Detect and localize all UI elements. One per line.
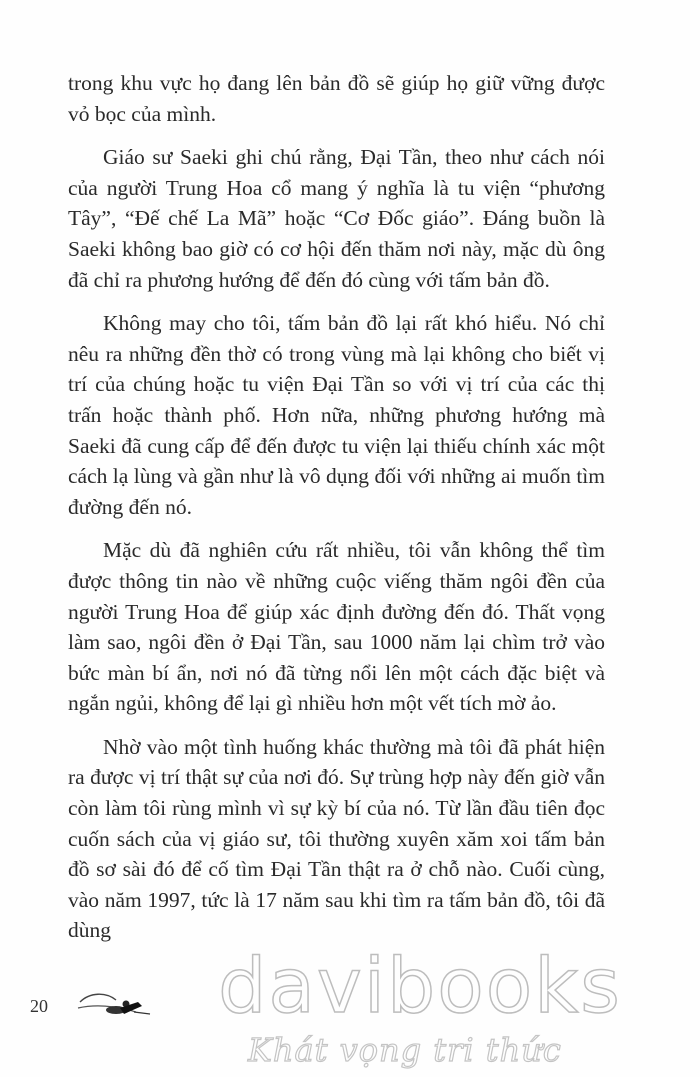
paragraph-2: Giáo sư Saeki ghi chú rằng, Đại Tần, theo như cách nói của người Trung Hoa cổ mang ý nghĩa là tu viện “phương Tây”, “Đế chế La Mã” hoặc “Cơ Đốc giáo”. Đáng buồn là Saeki không bao giờ có cơ hội đến thăm nơi này, mặc dù ông đã chỉ ra phương hướng để đến đó cùng với tấm bản đồ.	[68, 145, 605, 292]
page-footer	[30, 988, 180, 1028]
traveler-ornament-icon	[76, 988, 156, 1020]
watermark-brand: davibooks	[218, 941, 622, 1030]
body-text	[68, 68, 605, 959]
paragraph-5: Nhờ vào một tình huống khác thường mà tôi đã phát hiện ra được vị trí thật sự của nơi đó. Sự trùng hợp này đến giờ vẫn còn làm tôi rùng mình vì sự kỳ bí của nó. Từ lần đầu tiên đọc cuốn sách của vị giáo sư, tôi thường xuyên xăm xoi tấm bản đồ sơ sài đó để cố tìm Đại Tần thật ra ở chỗ nào. Cuối cùng, vào năm 1997, tức là 17 năm sau khi tìm ra tấm bản đồ, tôi đã dùng	[68, 734, 605, 943]
paragraph-1: trong khu vực họ đang lên bản đồ sẽ giúp họ giữ vững được vỏ bọc của mình.	[68, 71, 605, 126]
paragraph-3: Không may cho tôi, tấm bản đồ lại rất khó hiểu. Nó chỉ nêu ra những đền thờ có trong vùng mà lại không cho biết vị trí của chúng hoặc tu viện Đại Tần so với vị trí của các thị trấn hoặc thành phố. Hơn nữa, những phương hướng mà Saeki đã cung cấp để đến được tu viện lại thiếu chính xác một cách lạ lùng và gần như là vô dụng đối với những ai muốn tìm đường đến nó.	[68, 311, 605, 519]
page-number: 20	[30, 996, 48, 1016]
paragraph-4: Mặc dù đã nghiên cứu rất nhiều, tôi vẫn không thể tìm được thông tin nào về những cuộc viếng thăm ngôi đền của người Trung Hoa để giúp xác định đường đến đó. Thất vọng làm sao, ngôi đền ở Đại Tần, sau 1000 năm lại chìm trở vào bức màn bí ẩn, nơi nó đã từng nổi lên một cách đặc biệt và ngắn ngủi, không để lại gì nhiều hơn một vết tích mờ ảo.	[68, 538, 605, 716]
watermark-tagline: Khát vọng tri thức	[248, 1031, 562, 1069]
